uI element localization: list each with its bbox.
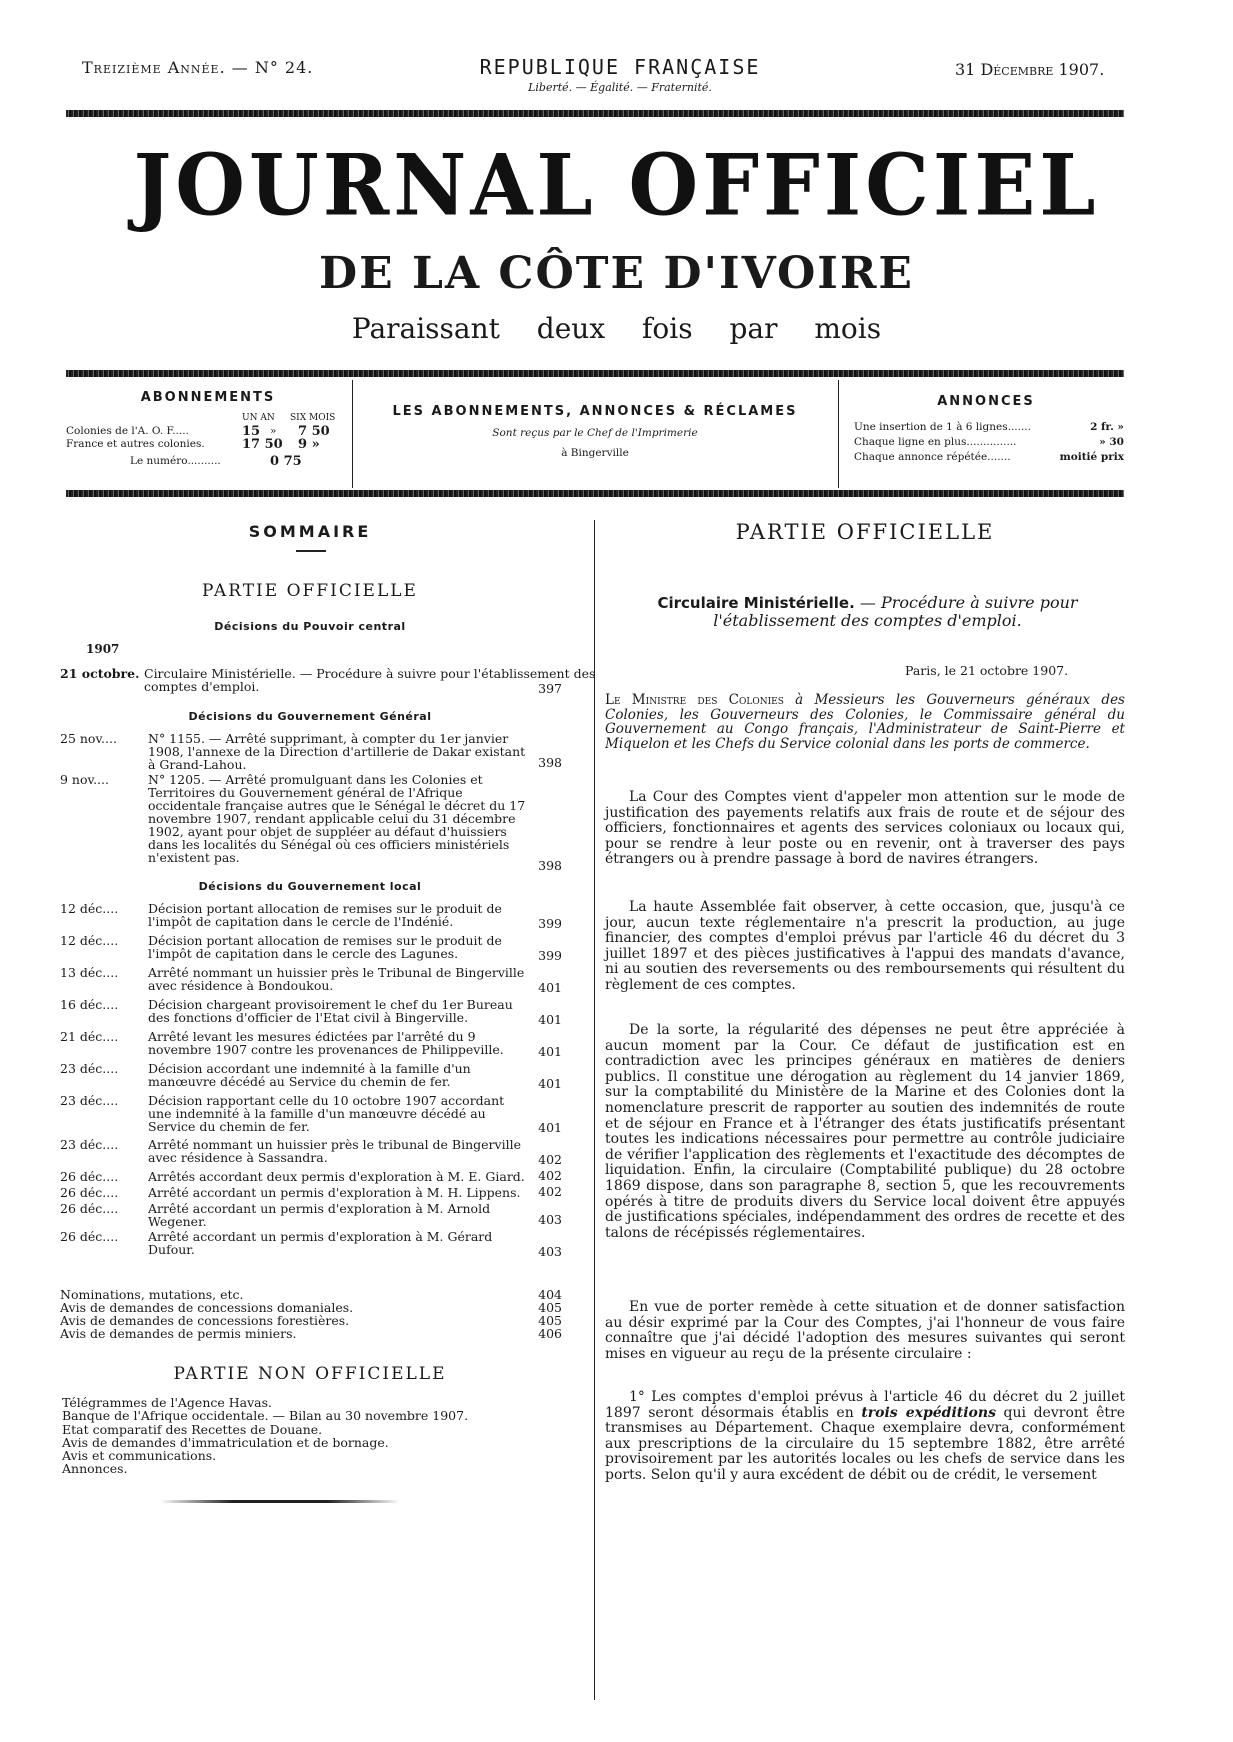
misc-text: Avis de demandes de concessions domaniales. — [60, 1300, 354, 1315]
article-paragraph-4: En vue de porter remède à cette situation et de donner satisfaction au désir exprimé par la Cour des Comptes, j'ai l'honneur de vous faire connaître que j'ai décidé l'adoption des mesures suivantes qui seront mises en vigueur au reçu de la présente circulaire : — [605, 1299, 1125, 1362]
summary-ornament — [296, 550, 326, 552]
distribution-line1: Sont reçus par le Chef de l'Imprimerie — [492, 427, 698, 439]
summary-general-heading: Décisions du Gouvernement Général — [188, 710, 432, 723]
entry-page: 401 — [538, 1012, 562, 1027]
entry-date: 26 déc.... — [60, 1169, 119, 1184]
summary-entry — [60, 902, 562, 930]
entry-date: 12 déc.... — [60, 901, 119, 916]
summary-entry — [60, 1186, 562, 1198]
entry-date: 23 déc.... — [60, 1137, 119, 1152]
unofficial-item: Télégrammes de l'Agence Havas. — [62, 1395, 272, 1410]
single-issue-price: 0 75 — [270, 454, 302, 469]
entry-text: Décision chargeant provisoirement le chef du 1er Bureau des fonctions d'officier de l'Etat civil à Bingerville. — [148, 997, 513, 1025]
unofficial-item: Avis et communications. — [62, 1448, 217, 1464]
summary-misc-entry — [60, 1327, 562, 1340]
article-title — [610, 594, 1125, 630]
entry-text: Arrêté levant les mesures édictées par l'arrêté du 9 novembre 1907 contre les provenances de Philippeville. — [148, 1029, 504, 1057]
republic-motto: Liberté. — Égalité. — Fraternité. — [528, 81, 712, 94]
column-divider — [594, 520, 595, 1700]
entry-page: 402 — [538, 1184, 562, 1199]
entry-date: 13 déc.... — [60, 965, 119, 980]
sub-row1-six: 7 50 — [298, 424, 330, 439]
summary-entry — [60, 1230, 562, 1258]
unofficial-item: Annonces. — [62, 1461, 128, 1477]
summary-entry — [60, 1138, 562, 1166]
entry-date: 21 octobre. — [60, 666, 140, 681]
col-six-months-label: SIX MOIS — [290, 413, 336, 423]
summary-entry — [60, 1062, 562, 1090]
entry-page: 403 — [538, 1244, 562, 1259]
misc-text: Avis de demandes de concessions forestières. — [60, 1313, 350, 1328]
unofficial-item: Avis de demandes d'immatriculation et de bornage. — [62, 1434, 389, 1450]
info-divider-right — [838, 380, 839, 488]
ann-row1-price: 2 fr. » — [1090, 421, 1124, 433]
summary-heading: SOMMAIRE — [248, 522, 372, 541]
sub-row1-label: Colonies de l'A. O. F..... — [66, 425, 189, 437]
sub-row2-year: 17 50 — [242, 437, 283, 452]
entry-date: 25 nov.... — [60, 731, 117, 746]
misc-text: Avis de demandes de permis miniers. — [60, 1326, 297, 1341]
ann-row2-label: Chaque ligne en plus............... — [854, 436, 1017, 448]
entry-text: Arrêtés accordant deux permis d'exploration à M. E. Giard. — [148, 1169, 525, 1184]
article-paragraph-5 — [605, 1390, 1125, 1503]
entry-date: 23 déc.... — [60, 1061, 119, 1076]
header-rule — [66, 110, 1124, 117]
summary-end-ornament — [160, 1500, 400, 1503]
issue-date: 31 Décembre 1907. — [955, 60, 1105, 79]
entry-page: 401 — [538, 1076, 562, 1091]
ann-row3-label: Chaque annonce répétée....... — [854, 451, 1011, 463]
misc-page: 405 — [538, 1300, 562, 1315]
misc-page: 405 — [538, 1313, 562, 1328]
entry-page: 402 — [538, 1168, 562, 1183]
entry-date: 26 déc.... — [60, 1185, 119, 1200]
issue-number: Treizième Année. — N° 24. — [82, 58, 314, 77]
subscriptions-box — [66, 380, 350, 483]
entry-text: N° 1155. — Arrêté supprimant, à compter du 1er janvier 1908, l'annexe de la Direction d'artillerie de Dakar existant à Grand-Lahou. — [148, 731, 526, 772]
sub-row1-year: 15 — [242, 424, 261, 439]
summary-entry — [60, 934, 562, 962]
sub-row2-six: 9 » — [298, 437, 320, 452]
unofficial-item: Etat comparatif des Recettes de Douane. — [62, 1421, 323, 1437]
entry-date: 26 déc.... — [60, 1229, 119, 1244]
article-paragraph-1: La Cour des Comptes vient d'appeler mon attention sur le mode de justification des payements relatifs aux frais de route et de séjour des officiers, fonctionnaires et agents des services coloniaux ou locaux qui, pour se rendre à leur poste ou en revenir, ont à traverser des pays étrangers ou à prendre passage à bord de navires étrangers. — [605, 789, 1125, 868]
entry-date: 23 déc.... — [60, 1093, 119, 1108]
entry-page: 402 — [538, 1152, 562, 1167]
entry-page: 398 — [538, 755, 562, 770]
entry-text: Arrêté accordant un permis d'exploration à M. H. Lippens. — [148, 1185, 521, 1200]
ann-row2-price: » 30 — [1099, 436, 1124, 448]
ann-row3-price: moitié prix — [1059, 451, 1124, 463]
entry-date: 26 déc.... — [60, 1201, 119, 1216]
summary-unofficial-list — [62, 1396, 562, 1476]
entry-text: Décision portant allocation de remises sur le produit de l'impôt de capitation dans le cercle de l'Indénié. — [148, 901, 502, 929]
entry-text: Décision accordant une indemnité à la famille d'un manœuvre décédé au Service du chemin de fer. — [148, 1061, 471, 1089]
summary-local-heading: Décisions du Gouvernement local — [198, 880, 422, 893]
article-p5-start: 1° Les comptes d'emploi prévus à l'article 46 du décret du 2 juillet 1897 seront désormais établis en — [605, 1390, 1125, 1421]
entry-date: 16 déc.... — [60, 997, 119, 1012]
sub-row1-mark: » — [270, 425, 277, 437]
entry-text: Arrêté nommant un huissier près le Tribunal de Bingerville avec résidence à Bondoukou. — [148, 965, 525, 993]
article-paragraph-2: La haute Assemblée fait observer, à cette occasion, que, jusqu'à ce jour, aucun texte réglementaire n'a prescrit la production, au juge financier, des comptes d'emploi prévus par l'article 46 du décret du 3 juillet 1897 et des pièces justificatives à l'appui des mandats d'avance, ni au soutien des reversements ou des remboursements qui résultent du règlement de ces comptes. — [605, 899, 1125, 993]
summary-entry — [60, 1170, 562, 1182]
republic-banner — [440, 55, 800, 94]
summary-central-heading: Décisions du Pouvoir central — [214, 620, 406, 633]
summary-unofficial-heading: PARTIE NON OFFICIELLE — [173, 1364, 447, 1384]
entry-text: Arrêté accordant un permis d'exploration à M. Arnold Wegener. — [148, 1201, 491, 1229]
entry-text: Décision portant allocation de remises sur le produit de l'impôt de capitation dans le cercle des Lagunes. — [148, 933, 502, 961]
republic-name: REPUBLIQUE FRANÇAISE — [479, 55, 761, 79]
distribution-line2: à Bingerville — [561, 447, 629, 459]
info-divider-left — [352, 380, 353, 488]
entry-text: Décision rapportant celle du 10 octobre 1907 accordant une indemnité à la famille d'un manœuvre décédé au Service du chemin de fer. — [148, 1093, 505, 1134]
article-dateline: Paris, le 21 octobre 1907. — [905, 663, 1069, 678]
article-title-rest: — Procédure à suivre pour l'établissement des comptes d'emploi. — [713, 593, 1078, 630]
info-box-top-rule — [66, 370, 1124, 377]
entry-date: 21 déc.... — [60, 1029, 119, 1044]
summary-entry — [60, 1030, 562, 1058]
entry-page: 403 — [538, 1212, 562, 1227]
sub-row2-label: France et autres colonies. — [66, 438, 205, 450]
summary-entry — [60, 966, 562, 994]
distribution-heading: LES ABONNEMENTS, ANNONCES & RÉCLAMES — [392, 404, 798, 419]
entry-page: 397 — [538, 681, 562, 696]
article-title-bold: Circulaire Ministérielle. — [657, 594, 855, 612]
single-issue-label: Le numéro.......... — [130, 455, 221, 467]
announcements-box — [848, 380, 1124, 475]
summary-entry — [60, 1201, 562, 1229]
unofficial-item: Banque de l'Afrique occidentale. — Bilan au 30 novembre 1907. — [62, 1408, 469, 1424]
journal-subtitle: DE LA CÔTE D'IVOIRE — [319, 248, 914, 299]
article-address — [605, 693, 1125, 751]
subscriptions-heading: ABONNEMENTS — [140, 390, 276, 405]
distribution-box — [360, 380, 830, 459]
entry-page: 401 — [538, 980, 562, 995]
article-section-heading: PARTIE OFFICIELLE — [735, 520, 995, 544]
entry-page: 398 — [538, 858, 562, 873]
entry-text: Arrêté nommant un huissier près le tribunal de Bingerville avec résidence à Sassandra. — [148, 1137, 521, 1165]
article-p5-emphasis: trois expéditions — [861, 1404, 996, 1421]
entry-date: 12 déc.... — [60, 933, 119, 948]
journal-frequency: Paraissant deux fois par mois — [351, 312, 882, 345]
article-address-rest: à Messieurs les Gouverneurs généraux des Colonies, les Gouverneurs des Colonies, le Commissaire général du Gouvernement au Congo français, l'Administrateur de Saint-Pierre et Miquelon et les Chefs du Service colonial dans les ports de commerce. — [605, 692, 1125, 752]
col-year-label: UN AN — [242, 413, 275, 423]
journal-title: JOURNAL OFFICIEL — [133, 135, 1100, 235]
summary-entry — [60, 998, 562, 1026]
entry-page: 401 — [538, 1120, 562, 1135]
article-address-lead: Le Ministre des Colonies — [605, 692, 784, 708]
misc-page: 404 — [538, 1287, 562, 1302]
misc-page: 406 — [538, 1326, 562, 1341]
entry-text: Circulaire Ministérielle. — Procédure à suivre pour l'établissement des comptes d'emploi. — [144, 666, 596, 694]
ann-row1-label: Une insertion de 1 à 6 lignes....... — [854, 421, 1031, 433]
announcements-heading: ANNONCES — [937, 394, 1035, 409]
summary-entry-central — [60, 666, 596, 696]
article-p5-end: qui devront être transmises au Département. Chaque exemplaire devra, conformément aux prescriptions de la circulaire du 15 septembre 1882, être arrêté provisoirement par les autorités locales ou les chefs de service dans les ports. Selon qu'il y aura excédent de débit ou de crédit, le versement — [605, 1404, 1125, 1483]
entry-text: N° 1205. — Arrêté promulguant dans les Colonies et Territoires du Gouvernement général de l'Afrique occidentale française autres que le Sénégal le décret du 17 novembre 1907, rendant applicable celui du 31 décembre 1902, ayant pour objet de suppléer au défaut d'huissiers dans les localités du Sénégal où ces officiers ministériels n'existent pas. — [148, 772, 526, 865]
summary-entry — [60, 1094, 562, 1134]
summary-entry — [60, 731, 562, 772]
info-box-bottom-rule — [66, 490, 1124, 497]
misc-text: Nominations, mutations, etc. — [60, 1287, 244, 1302]
entry-text: Arrêté accordant un permis d'exploration à M. Gérard Dufour. — [148, 1229, 493, 1257]
summary-year: 1907 — [86, 642, 120, 656]
article-paragraph-3: De la sorte, la régularité des dépenses ne peut être appréciée à aucun moment par la Cour. Ce défaut de justification est en contradiction avec les principes généraux en matières de deniers publics. Il constitue une dérogation au règlement du 14 janvier 1869, sur la comptabilité du Ministère de la Marine et des Colonies dont la nomenclature prescrit de rapporter au soutien des indemnités de route et de séjour en France et à l'étranger des états justificatifs présentant toutes les indications nécessaires pour permettre au contrôle judiciaire de vérifier l'application des règlements et l'exactitude des décomptes de liquidation. Enfin, la circulaire (Comptabilité publique) du 28 octobre 1869 dispose, dans son paragraphe 8, section 5, que les recouvrements opérés à titre de produits divers du Service local doivent être appuyés de justifications spéciales, indépendamment des ordres de recette et des talons de récépissés réglementaires. — [605, 1022, 1125, 1241]
entry-date: 9 nov.... — [60, 772, 109, 787]
entry-page: 399 — [538, 916, 562, 931]
entry-page: 399 — [538, 948, 562, 963]
summary-official-heading: PARTIE OFFICIELLE — [202, 581, 418, 601]
entry-page: 401 — [538, 1044, 562, 1059]
summary-entry — [60, 773, 562, 872]
